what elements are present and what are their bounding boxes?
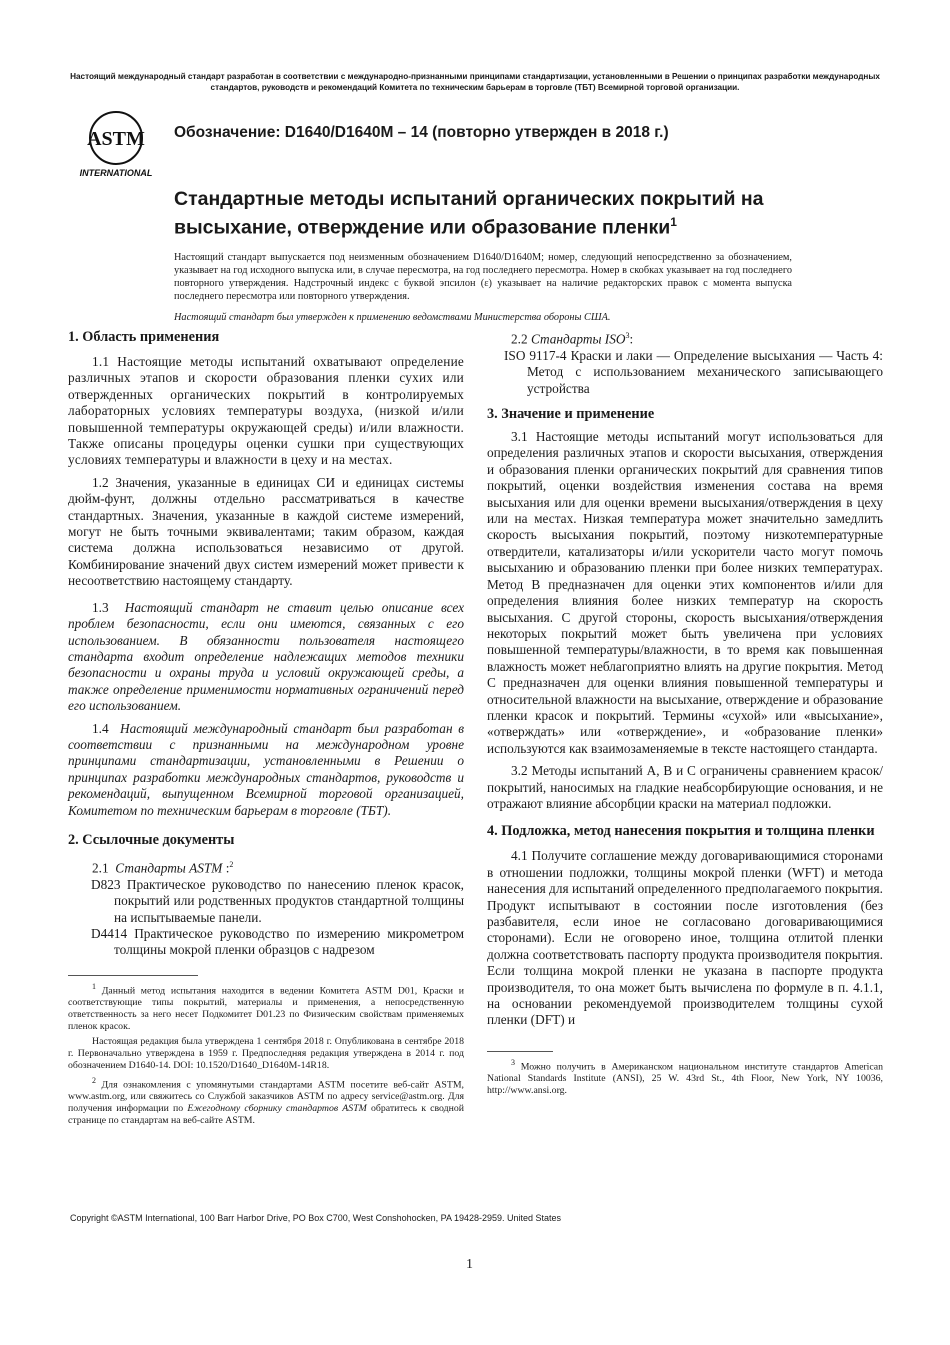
logo-text: ASTM [87, 128, 145, 150]
astm-logo [74, 110, 158, 180]
section-2-1: 2.1 Стандарты ASTM :$^2$ [92, 859, 234, 876]
approved-note: Настоящий стандарт был утвержден к применению ведомствами Министерства обороны США. [174, 312, 611, 323]
footnote-1: $^1$ Данный метод испытания находится в ведении Комитета ASTM D01, Краски и соответствующие типы покрытий, материалы и применения, а непосредственную ответственность за него несет Подкомитет D01.23 по Физическим свойствам применяемых пленок красок. [68, 981, 464, 1033]
right-column [487, 328, 883, 1097]
left-column [68, 328, 464, 1127]
reference-d823: D823 Практическое руководство по нанесению пленок красок, покрытий или родственных продуктов стандартной толщины на испытываемые панели. [91, 876, 464, 925]
section-4-1: 4.1 Получите соглашение между договаривающимися сторонами в отношении подложки, толщины мокрой пленки (WFT) и метода нанесения для испытаний определенного предполагаемого покрытия. Продукт испытывают в состоянии после изготовления (без разбавителя, если иное не согласовано договаривающимися сторонами). Если не оговорено иное, толщина отлитой пленки должна соответствовать паспорту продукта производителя покрытия. Если толщина мокрой пленки не указана в паспорте продукта производителя, то она может быть вычислена по формуле в п. 4.1.1, на основании рекомендуемой производителем толщины сухой пленки (DFT) и [487, 848, 883, 1028]
section-1-4: 1.4 Настоящий международный стандарт был разработан в соответствии с признанными на международном уровне принципами стандартизации, установленными в Решении о принципах разработки международных стандартов, руководств и рекомендаций, выпущенном Всемирной торговой организацией, Комитетом по техническим барьерам в торговле (ТБТ). [68, 720, 464, 818]
section-1-2: 1.2 Значения, указанные в единицах СИ и единицах системы дюйм-фунт, должны отдельно рассматриваться в качестве стандартных. Значения, указанные в каждой системе измерений, могут не быть точными эквивалентами; таким образом, каждая система должна использоваться независимо от другой. Комбинирование значений двух систем измерений может привести к несоответствию настоящему стандарту. [68, 474, 464, 589]
issue-note: Настоящий стандарт выпускается под неизменным обозначением D1640/D1640M; номер, следующий непосредственно за обозначением, указывает на год исходного выпуска или, в случае пересмотра, на год последнего пересмотра. Номер в скобках указывает на год последнего повторного утверждения. Надстрочный индекс с буквой эпсилон (ε) указывает на наличие редакторских правок с момента выпуска последнего пересмотра или повторного утверждения. [174, 252, 792, 302]
section-1-1: 1.1 Настоящие методы испытаний охватывают определение различных этапов и скорости образования пленки сухих или отвержденных органических покрытий в контролируемых лабораторных условиях температуры воздуха, (низкой и/или повышенной температуры окружающей среды) и/или влажности. Также описаны процедуры оценки сушки при существующих условиях температуры и влажности в цеху и на местах. [68, 354, 464, 468]
header-note: Настоящий международный стандарт разработан в соответствии с международно-признанными принципами стандартизации, установленными в Решении о принципах разработки международных стандартов, руководств и рекомендаций Комитета по техническим барьерам в торговле (ТБТ) Всемирной торговой организации. [70, 72, 880, 92]
reference-iso-9117-4: ISO 9117-4 Краски и лаки — Определение высыхания — Часть 4: Метод с использованием механического записывающего устройства [504, 347, 883, 396]
section-2-heading: 2. Ссылочные документы [68, 831, 235, 848]
footnote-divider-right [487, 1051, 553, 1052]
reference-d4414: D4414 Практическое руководство по измерению микрометром толщины мокрой пленки образцов с надрезом [91, 926, 464, 958]
page-number: 1 [466, 1257, 473, 1272]
page-title: Стандартные методы испытаний органических покрытий на высыхание, отверждение или образование пленки$^1$ [174, 188, 764, 239]
footnote-3: $^3$ Можно получить в Американском национальном институте стандартов American National Standards Institute (ANSI), 25 W. 43rd St., 4th Floor, New York, NY 10036, http://www.ansi.org. [487, 1057, 883, 1097]
section-1-3: 1.3 Настоящий стандарт не ставит целью описание всех проблем безопасности, если они имеются, связанных с его использованием. В обязанности пользователя настоящего стандарта входит определение надлежащих методов техники безопасности и охраны труда и условий окружающей среды, а также определение применимости нормативных ограничений перед его использованием. [68, 599, 464, 714]
designation: Обозначение: D1640/D1640M – 14 (повторно утвержден в 2018 г.) [174, 124, 669, 141]
footnote-1-revision: Настоящая редакция была утверждена 1 сентября 2018 г. Опубликована в сентябре 2018 г. Первоначально утверждена в 1959 г. Предпоследняя редакция утверждена в 2014 г. под обозначением D1640-14. DOI: 10.1520/D1640_D1640M-14R18. [68, 1036, 464, 1072]
section-3-heading: 3. Значение и применение [487, 406, 655, 423]
section-4-heading: 4. Подложка, метод нанесения покрытия и толщина пленки [487, 823, 875, 840]
copyright: Copyright ©ASTM International, 100 Barr Harbor Drive, PO Box C700, West Conshohocken, PA 19428-2959. United States [70, 1213, 562, 1223]
footnote-2: $^2$ Для ознакомления с упомянутыми стандартами ASTM посетите веб-сайт ASTM, www.astm.org, или свяжитесь со Службой заказчиков ASTM по адресу service@astm.org. Для получения информации по Ежегодному сборнику стандартов ASTM обратитесь к сводной странице по стандартам на веб-сайте ASTM. [68, 1076, 465, 1127]
section-3-1: 3.1 Настоящие методы испытаний могут использоваться для определения различных этапов и скорости высыхания, отверждения и образования пленки органических покрытий для сравнения типов покрытий, оценки воздействия изменения состава на время высыхания или для оценки времени высыхания/отверждения в цеху или на местах. Низкая температура может значительно замедлить скорость высыхания покрытий, поэтому низкотемпературные отвердители, катализаторы и/или ускорители часто могут помочь высыханию и образованию пленки при более низких температурах. Метод B предназначен для оценки этих компонентов и/или для определения влияния более низких температур на скорость высыхания. С другой стороны, скорость высыхания/отверждения некоторых покрытий может быть увеличена при условиях повышенной температуры/влажности, в то время как повышенная влажность может неблагоприятно влиять на другие покрытия. Метод C предназначен для оценки влияния повышенной температуры и относительной влажности на высыхание, отверждение и образование пленки красок и покрытий. Термины «сухой» или «высыхание», «отверждать» или «отверждение», и «образование пленки» используются как взаимозаменяемые в тексте настоящего стандарта. [487, 429, 883, 756]
section-1-heading: 1. Область применения [68, 329, 220, 345]
logo-subtext: INTERNATIONAL [79, 168, 153, 178]
title-footnote-mark: 1 [670, 215, 677, 229]
section-3-2: 3.2 Методы испытаний A, B и C ограничены сравнением красок/покрытий, наносимых на гладкие неабсорбирующие основания, и не отражают влияние абсорбции краски на материал подложки. [487, 763, 883, 811]
footnote-divider [68, 975, 198, 976]
section-2-2: 2.2 Стандарты ISO$^3$: [511, 331, 634, 347]
